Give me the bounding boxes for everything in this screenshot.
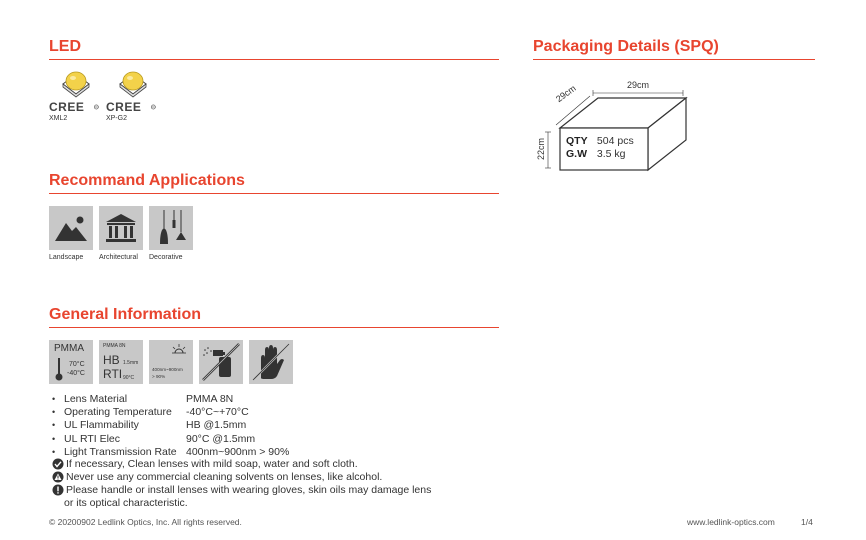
bullet: • (52, 407, 56, 418)
bullet: • (52, 447, 56, 458)
led-section-rule (49, 59, 499, 60)
bullet: • (52, 433, 56, 444)
spec-row (52, 446, 289, 459)
note-text: If necessary, Clean lenses with mild soap, water and soft cloth. (66, 458, 358, 470)
dimension-width: 29cm (554, 83, 578, 105)
spec-row (52, 432, 289, 445)
applications-section-title: Recommand Applications (49, 172, 245, 189)
qty-row (566, 135, 634, 148)
spec-value: -40°C~+70°C (186, 406, 249, 419)
general-section-title: General Information (49, 306, 202, 323)
spec-label: Operating Temperature (64, 406, 172, 419)
led-model: XML2 (49, 115, 68, 122)
cree-logo-icon (151, 103, 156, 111)
note-gloves-continued (64, 497, 188, 509)
note-text: Never use any commercial cleaning solvents on lenses, like alcohol. (66, 471, 383, 483)
packaging-details (566, 135, 634, 161)
led-chip-icon (57, 70, 95, 98)
bullet: • (52, 393, 56, 404)
note-solvents (52, 471, 382, 483)
general-section-rule (49, 327, 499, 328)
spec-label: UL Flammability (64, 419, 139, 432)
hb-label: HB (103, 353, 120, 367)
led-model: XP-G2 (106, 115, 128, 122)
material-temperature-tile (49, 340, 93, 384)
spec-row (52, 405, 289, 418)
spec-label: UL RTI Elec (64, 432, 121, 445)
cree-logo-icon (94, 103, 99, 111)
no-solvent-tile (199, 340, 243, 384)
hb-value: 1.5mm (123, 360, 139, 366)
qty-value: 504 pcs (596, 135, 634, 147)
led-item-xml2 (49, 70, 99, 122)
landscape-icon (53, 213, 89, 243)
led-brand: CREE (106, 100, 142, 114)
note-gloves (52, 484, 431, 496)
spec-value: 90°C @1.5mm (186, 432, 256, 445)
spec-value: 400nm~900nm > 90% (186, 446, 290, 459)
footer-copyright: © 20200902 Ledlink Optics, Inc. All rights reserved. (49, 517, 242, 527)
spec-value: PMMA 8N (186, 392, 234, 405)
no-spray-icon (199, 340, 243, 384)
application-decorative (149, 206, 195, 261)
transmission-value: > 90% (152, 374, 166, 379)
led-brand: CREE (49, 100, 85, 114)
dimension-height: 22cm (536, 137, 546, 160)
exclamation-circle-icon (52, 484, 64, 496)
spec-row (52, 392, 289, 405)
architecture-icon (104, 212, 138, 244)
note-text: Please handle or install lenses with wearing gloves, skin oils may damage lens (66, 484, 432, 496)
led-item-xpg2 (106, 70, 156, 122)
packaging-section-rule (533, 59, 815, 60)
spec-label: Lens Material (64, 392, 128, 405)
application-label: Decorative (149, 254, 183, 261)
grade-label: PMMA 8N (103, 343, 126, 349)
footer-page-number: 1/4 (801, 517, 813, 527)
flammability-tile (99, 340, 143, 384)
spec-value: HB @1.5mm (186, 419, 247, 432)
rti-label: RTI (103, 367, 123, 381)
warning-circle-icon (52, 471, 64, 483)
no-bare-hand-tile (249, 340, 293, 384)
qty-label: QTY (566, 135, 588, 147)
material-label: PMMA (54, 343, 84, 354)
no-hand-icon (249, 340, 293, 384)
spec-row (52, 419, 289, 432)
application-landscape (49, 206, 95, 261)
led-chip-icon (114, 70, 152, 98)
thermometer-icon (55, 357, 63, 381)
spec-label: Light Transmission Rate (64, 446, 177, 459)
pendant-lamp-icon (154, 210, 188, 246)
gw-value: 3.5 kg (596, 148, 626, 160)
dimension-length: 29cm (627, 80, 650, 90)
temp-high: 70°C (69, 361, 85, 368)
temp-low: -40°C (67, 370, 85, 377)
note-text: or its optical characteristic. (64, 497, 188, 509)
sun-icon (172, 343, 186, 355)
application-label: Architectural (99, 254, 138, 261)
transmission-range: 400nm~900nm (152, 367, 183, 372)
bullet: • (52, 420, 56, 431)
gw-row (566, 148, 634, 161)
applications-section-rule (49, 193, 499, 194)
footer-website[interactable]: www.ledlink-optics.com (687, 517, 775, 527)
application-label: Landscape (49, 254, 84, 261)
rti-value: 90°C (123, 375, 135, 381)
gw-label: G.W (566, 148, 587, 160)
transmission-tile (149, 340, 193, 384)
note-cleaning (52, 458, 358, 470)
spec-list (52, 392, 289, 459)
packaging-section-title: Packaging Details (SPQ) (533, 38, 719, 55)
application-architectural (99, 206, 145, 261)
led-section-title: LED (49, 38, 81, 55)
check-circle-icon (52, 458, 64, 470)
